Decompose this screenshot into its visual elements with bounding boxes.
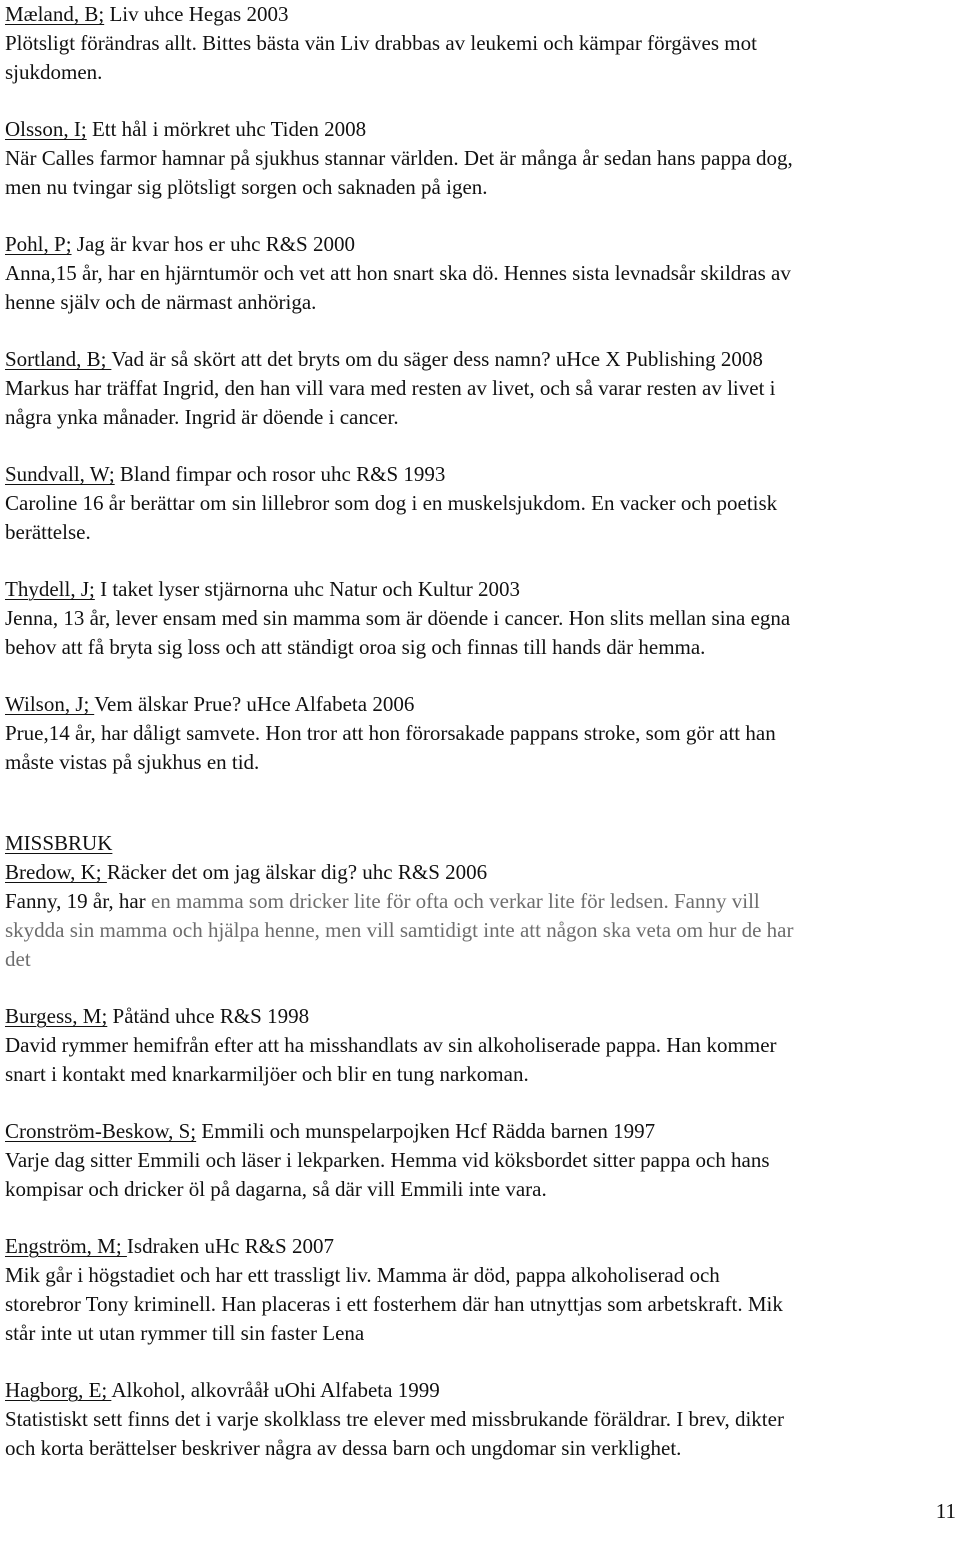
entry-description-line: snart i kontakt med knarkarmiljöer och blir en tung narkoman. (5, 1062, 529, 1086)
book-entry (5, 858, 957, 974)
entry-description-line: Anna,15 år, har en hjärntumör och vet att hon snart ska dö. Hennes sista levnadsår skildras av (5, 261, 791, 285)
entry-title: Vem älskar Prue? uHce Alfabeta 2006 (94, 692, 415, 716)
entry-title-line (5, 345, 957, 374)
entry-description-line: berättelse. (5, 520, 91, 544)
entry-description-dark: Fanny, 19 år, har (5, 889, 151, 913)
entry-description-line: sjukdomen. (5, 60, 103, 84)
entry-title: Alkohol, alkovrååł uOhi Alfabeta 1999 (111, 1378, 440, 1402)
page-number: 11 (935, 1499, 956, 1523)
book-entry (5, 230, 957, 317)
book-entry (5, 1117, 957, 1204)
entry-author: Wilson, J; (5, 692, 95, 716)
entry-description-line: Caroline 16 år berättar om sin lillebror som dog i en muskelsjukdom. En vacker och poetisk (5, 491, 778, 515)
book-entry (5, 345, 957, 432)
book-entry (5, 0, 957, 87)
entry-title-line (5, 858, 957, 887)
entry-title: Påtänd uhce R&S 1998 (107, 1004, 310, 1028)
entry-title-line (5, 1002, 957, 1031)
entry-description-line: skydda sin mamma och hjälpa henne, men vill samtidigt inte att någon ska veta om hur de har (5, 918, 794, 942)
entry-author: Mæland, B; (5, 2, 105, 26)
entry-title: Bland fimpar och rosor uhc R&S 1993 (114, 462, 446, 486)
entry-title-line (5, 460, 957, 489)
section-heading: MISSBRUK (5, 831, 113, 855)
book-entry (5, 460, 957, 547)
entry-author: Pohl, P; (5, 232, 72, 256)
entry-title: Liv uhce Hegas 2003 (104, 2, 289, 26)
book-entry (5, 1376, 957, 1463)
entry-author: Thydell, J; (5, 577, 95, 601)
book-entry (5, 115, 957, 202)
book-entry (5, 1232, 957, 1348)
entry-description-line: och korta berättelser beskriver några av dessa barn och ungdomar sin verklighet. (5, 1436, 682, 1460)
document-page (5, 0, 957, 1491)
entry-description-line: henne själv och de närmast anhöriga. (5, 290, 317, 314)
entry-title-line (5, 575, 957, 604)
entry-description-line: Mik går i högstadiet och har ett trassligt liv. Mamma är död, pappa alkoholiserad och (5, 1263, 720, 1287)
entry-author: Engström, M; (5, 1234, 127, 1258)
entry-description-line: det (5, 947, 31, 971)
entry-author: Bredow, K; (5, 860, 107, 884)
entry-description-line: När Calles farmor hamnar på sjukhus stannar världen. Det är många år sedan hans pappa dog, (5, 146, 793, 170)
entry-author: Cronström-Beskow, S; (5, 1119, 197, 1143)
entry-title: Jag är kvar hos er uhc R&S 2000 (71, 232, 355, 256)
entry-title-line (5, 0, 957, 29)
book-entry (5, 1002, 957, 1089)
entry-author: Hagborg, E; (5, 1378, 112, 1402)
entry-description-line: Varje dag sitter Emmili och läser i lekparken. Hemma vid köksbordet sitter pappa och hans (5, 1148, 770, 1172)
entry-description-line: men nu tvingar sig plötsligt sorgen och saknaden på igen. (5, 175, 488, 199)
entry-title-line (5, 115, 957, 144)
entry-title: Räcker det om jag älskar dig? uhc R&S 2006 (106, 860, 488, 884)
entry-title: Isdraken uHc R&S 2007 (126, 1234, 334, 1258)
section-missbruk (5, 829, 957, 1463)
entry-description-line: står inte ut utan rymmer till sin faster Lena (5, 1321, 365, 1345)
entry-description-line: David rymmer hemifrån efter att ha misshandlats av sin alkoholiserade pappa. Han kommer (5, 1033, 777, 1057)
entry-author: Burgess, M; (5, 1004, 108, 1028)
book-entry (5, 690, 957, 777)
entry-title-line (5, 1232, 957, 1261)
entry-title: Ett hål i mörkret uhc Tiden 2008 (86, 117, 367, 141)
entry-title: Vad är så skört att det bryts om du säger dess namn? uHce X Publishing 2008 (111, 347, 763, 371)
entry-description-gray: en mamma som dricker lite för ofta och verkar lite för ledsen. Fanny vill (150, 889, 760, 913)
entry-title: Emmili och munspelarpojken Hcf Rädda barnen 1997 (196, 1119, 656, 1143)
entry-description-line: Statistiskt sett finns det i varje skolklass tre elever med missbrukande föräldrar. I brev, dikter (5, 1407, 784, 1431)
entry-description-line: storebror Tony kriminell. Han placeras i ett fosterhem där han utnyttjas som arbetskraft. Mik (5, 1292, 783, 1316)
entry-title-line (5, 230, 957, 259)
entry-description-line: Jenna, 13 år, lever ensam med sin mamma som är döende i cancer. Hon slits mellan sina egna (5, 606, 791, 630)
entry-title: I taket lyser stjärnorna uhc Natur och Kultur 2003 (94, 577, 520, 601)
entry-description-line (5, 887, 957, 916)
book-entry (5, 575, 957, 662)
entry-description-line: Markus har träffat Ingrid, den han vill vara med resten av livet, och så varar resten av livet i (5, 376, 776, 400)
entry-title-line (5, 690, 957, 719)
entry-description-line: måste vistas på sjukhus en tid. (5, 750, 260, 774)
entry-description-line: behov att få bryta sig loss och att ständigt oroa sig och finnas till hands där hemma. (5, 635, 706, 659)
entry-description-line: Plötsligt förändras allt. Bittes bästa vän Liv drabbas av leukemi och kämpar förgäves mot (5, 31, 757, 55)
entry-description-line: några ynka månader. Ingrid är döende i cancer. (5, 405, 399, 429)
entry-author: Sortland, B; (5, 347, 112, 371)
entry-title-line (5, 1376, 957, 1405)
entry-author: Sundvall, W; (5, 462, 115, 486)
entry-title-line (5, 1117, 957, 1146)
entry-author: Olsson, I; (5, 117, 87, 141)
entry-description-line: kompisar och dricker öl på dagarna, så där vill Emmili inte vara. (5, 1177, 547, 1201)
entry-description-line: Prue,14 år, har dåligt samvete. Hon tror att hon förorsakade pappans stroke, som gör att han (5, 721, 776, 745)
